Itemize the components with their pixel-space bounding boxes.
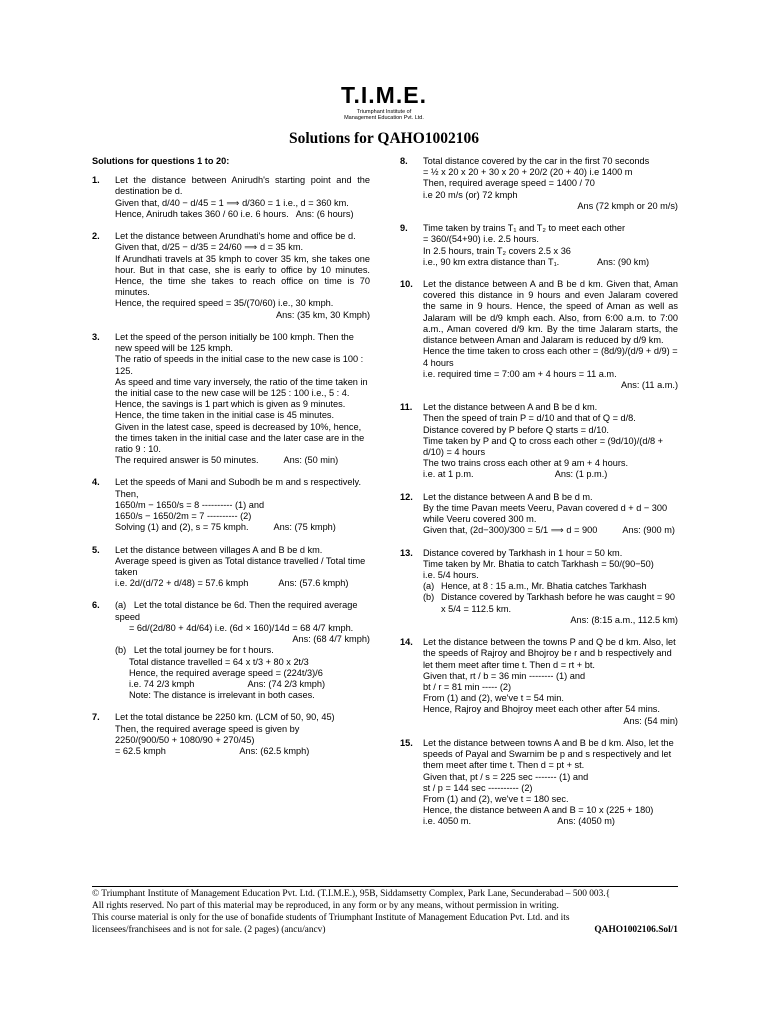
solution-line: 1650/m − 1650/s = 8 ---------- (1) and <box>115 499 265 510</box>
solution-number: 14. <box>400 637 413 648</box>
solution-item <box>400 156 678 212</box>
license-line <box>92 925 678 937</box>
solution-line: st / p = 144 sec ---------- (2) <box>423 782 533 793</box>
brand-subtitle-1: Triumphant Institute of <box>356 109 412 115</box>
solution-line: Let the distance between towns A and B be d km. Also, let the speeds of Payal and Swarnim be p and s respectively and let them meet after time t. Then d = pt + st. <box>423 737 677 771</box>
solution-item <box>92 712 370 757</box>
solution-line: Distance covered by Tarkhash in 1 hour = 50 km. <box>423 547 623 558</box>
solution-line: If Arundhati travels at 35 kmph to cover 35 km, she takes one hour. But in that case, she is early to office by 10 minutes. Hence, the time she takes to reach office on time is 70 minutes. <box>115 253 373 298</box>
copyright-line: © Triumphant Institute of Management Education Pvt. Ltd. (T.I.M.E.), 95B, Siddamsetty Complex, Park Lane, Secunderabad – 500 003.{ <box>92 889 611 899</box>
answer-line: Ans: (8:15 a.m., 112.5 km) <box>570 614 678 625</box>
solution-number: 1. <box>92 175 100 186</box>
solution-line: Time taken by Mr. Bhatia to catch Tarkhash = 50/(90−50) <box>423 558 654 569</box>
solution-number: 13. <box>400 547 413 558</box>
solution-number: 2. <box>92 231 100 242</box>
solution-line: Hence the time taken to cross each other = (8d/9)/(d/9 + d/9) = 4 hours <box>423 346 681 368</box>
solution-line: Distance covered by P before Q starts = d/10. <box>423 424 609 435</box>
solution-line: Then, required average speed = 1400 / 70 <box>423 178 595 189</box>
solution-number: 3. <box>92 331 100 342</box>
solution-item <box>400 278 681 391</box>
solution-line: Hence, the required average speed = (224t/3)/6 <box>129 667 323 678</box>
answer-line: Ans: (35 km, 30 Kmph) <box>276 309 370 320</box>
solution-line: The required answer is 50 minutes. Ans: (50 min) <box>115 455 339 466</box>
solution-line: i.e 20 m/s (or) 72 kmph <box>423 189 518 200</box>
brand-subtitle-2: Management Education Pvt. Ltd. <box>344 115 424 122</box>
solution-line: Note: The distance is irrelevant in both cases. <box>129 690 315 701</box>
solution-line: = 360/(54+90) i.e. 2.5 hours. <box>423 234 539 245</box>
solution-line: i.e., 90 km extra distance than T₁. Ans: (90 km) <box>423 256 650 267</box>
solution-item <box>92 545 370 590</box>
sub-part-label: (b) <box>423 592 435 603</box>
solution-line: i.e. required time = 7:00 am + 4 hours = 11 a.m. <box>423 368 617 379</box>
solution-line: The ratio of speeds in the initial case to the new case is 100 : 125. <box>115 354 366 376</box>
usage-line: This course material is only for the use of bonafide students of Triumphant Institute of Management Education Pvt. Ltd. and its <box>92 912 570 923</box>
solution-item <box>92 332 370 467</box>
solution-line: Hence, the required speed = 35/(70/60) i.e., 30 kmph. <box>115 298 334 309</box>
solution-line: Let the total distance be 2250 km. (LCM of 50, 90, 45) <box>115 712 335 723</box>
solution-item <box>400 738 678 828</box>
solution-line: From (1) and (2), we've t = 54 min. <box>423 693 564 704</box>
solution-item <box>400 637 678 727</box>
solution-item <box>92 600 370 701</box>
answer-line: Ans (72 kmph or 20 m/s) <box>577 200 678 211</box>
solution-line: Time taken by trains T₁ and T₂ to meet each other <box>423 223 626 234</box>
solution-item <box>400 223 678 268</box>
solution-item <box>400 402 678 481</box>
solution-line: i.e. 2d/(d/72 + d/48) = 57.6 kmph Ans: (57.6 kmph) <box>115 578 349 589</box>
solution-line: Given that, (2d−300)/300 = 5/1 ⟹ d = 900 Ans: (900 m) <box>423 525 675 536</box>
solution-line: Let the distance between Anirudh's starting point and the destination be d. <box>115 175 373 197</box>
solution-line <box>423 592 678 614</box>
solution-number: 7. <box>92 712 100 723</box>
solution-line: Let the speeds of Mani and Subodh be m and s respectively. Then, <box>115 477 364 499</box>
page-title: Solutions for QAHO1002106 <box>288 130 480 147</box>
solution-line: Average speed is given as Total distance travelled / Total time taken <box>115 555 368 577</box>
solution-line: Let the distance between Arundhati's home and office be d. <box>115 231 356 242</box>
right-column <box>400 156 681 839</box>
solution-line: = 6d/(2d/80 + 4d/64) i.e. (6d × 160)/14d = 68 4/7 kmph. <box>129 622 354 633</box>
sub-part-text: Distance covered by Tarkhash before he was caught = 90 x 5/4 = 112.5 km. <box>441 592 678 614</box>
solution-line: Given that, d/25 − d/35 = 24/60 ⟹ d = 35 km. <box>115 242 304 253</box>
solution-line: (b) Let the total journey be for t hours. <box>115 645 274 656</box>
solution-line: From (1) and (2), we've t = 180 sec. <box>423 793 569 804</box>
solution-line: Then, the required average speed is given by <box>115 723 300 734</box>
solution-line: 2250/(900/50 + 1080/90 + 270/45) <box>115 734 255 745</box>
solution-line: Hence, the distance between A and B = 10 x (225 + 180) <box>423 805 654 816</box>
solution-number: 10. <box>400 278 413 289</box>
rights-line: All rights reserved. No part of this material may be reproduced, in any form or by any means, without permission in writing. <box>92 900 559 911</box>
solution-item <box>92 477 370 533</box>
footer-rule <box>92 886 678 887</box>
solution-line: Given in the latest case, speed is decreased by 10%, hence, the times taken in the initial case and the later case are in the ratio 9 : 10. <box>115 421 367 455</box>
solution-line: In 2.5 hours, train T₂ covers 2.5 x 36 <box>423 245 571 256</box>
sub-part-text: Hence, at 8 : 15 a.m., Mr. Bhatia catches Tarkhash <box>441 581 647 592</box>
solution-number: 11. <box>400 402 413 413</box>
logo <box>0 84 768 122</box>
solution-line: Hence, Anirudh takes 360 / 60 i.e. 6 hours. Ans: (6 hours) <box>115 208 354 219</box>
solution-number: 6. <box>92 600 100 611</box>
solution-item <box>400 492 678 537</box>
solution-line: (a) Let the total distance be 6d. Then the required average speed <box>115 600 360 622</box>
solution-number: 9. <box>400 223 408 234</box>
solution-line: Let the distance between A and B be d m. <box>423 491 593 502</box>
license-text: licensees/franchisees and is not for sale. (2 pages) (ancu/ancv) <box>92 924 326 935</box>
solution-line: As speed and time vary inversely, the ratio of the time taken in the initial case to the new case will be 125 : 100 i.e., 5 : 4. Hence, the savings is 1 part which is given as 9 minutes. Hence, the time taken in the initial case is 45 minutes. <box>115 376 371 421</box>
section-heading: Solutions for questions 1 to 20: <box>92 156 230 166</box>
solution-number: 12. <box>400 491 413 502</box>
solution-line: By the time Pavan meets Veeru, Pavan covered d + d − 300 while Veeru covered 300 m. <box>423 502 670 525</box>
solution-line: i.e. 4050 m. Ans: (4050 m) <box>423 816 615 827</box>
solution-line: Time taken by P and Q to cross each other = (9d/10)/(d/8 + d/10) = 4 hours <box>423 435 666 458</box>
solution-line: Hence, Rajroy and Bhojroy meet each other after 54 mins. <box>423 704 660 715</box>
solution-line: The two trains cross each other at 9 am + 4 hours. <box>423 458 629 469</box>
document-code: QAHO1002106.Sol/1 <box>594 924 678 935</box>
solution-item <box>400 548 678 627</box>
solution-item <box>92 231 373 321</box>
solution-line: Let the distance between A and B be d km. Given that, Aman covered this distance in 9 hours and even Jalaram covered the same in 9 hours. Hence, the speed of Aman as well as Jalaram will be d/9 kmph each. Also, from 6:00 a.m. to 7:00 a.m., Aman covered d/9 km. By the time Jalaram starts, the distance between Aman and Jalaram is reduced by d/9 km. <box>423 278 681 346</box>
answer-line: Ans: (11 a.m.) <box>620 379 678 390</box>
solution-line: Total distance covered by the car in the first 70 seconds <box>423 156 650 166</box>
brand-name: T.I.M.E. <box>341 82 427 108</box>
solution-line: i.e. at 1 p.m. Ans: (1 p.m.) <box>423 469 608 480</box>
left-column <box>92 156 373 768</box>
solution-line: Solving (1) and (2), s = 75 kmph. Ans: (75 kmph) <box>115 522 336 533</box>
solution-line: Given that, d/40 − d/45 = 1 ⟹ d/360 = 1 i.e., d = 360 km. <box>115 197 349 208</box>
solution-number: 15. <box>400 737 413 748</box>
solution-number: 5. <box>92 544 100 555</box>
solution-line: Let the distance between the towns P and Q be d km. Also, let the speeds of Rajroy and Bhojroy be r and b respectively and let them meet after time t. Then d = rt + bt. <box>423 637 679 670</box>
solution-line: Given that, pt / s = 225 sec ------- (1) and <box>423 771 589 782</box>
solution-line: i.e. 74 2/3 kmph Ans: (74 2/3 kmph) <box>129 678 326 689</box>
solution-line: bt / r = 81 min ----- (2) <box>423 681 512 692</box>
solution-item <box>92 175 373 220</box>
solution-line: Let the speed of the person initially be 100 kmph. Then the new speed will be 125 kmph. <box>115 331 357 354</box>
footer <box>92 886 678 937</box>
solution-line: Then the speed of train P = d/10 and that of Q = d/8. <box>423 413 636 424</box>
answer-line: Ans: (54 min) <box>623 715 678 726</box>
answer-line: Ans: (68 4/7 kmph) <box>292 634 370 645</box>
solution-line: Let the distance between villages A and B be d km. <box>115 544 323 555</box>
solution-number: 8. <box>400 156 408 166</box>
solution-line: Let the distance between A and B be d km. <box>423 402 598 413</box>
solution-line: Given that, rt / b = 36 min -------- (1) and <box>423 670 586 681</box>
solution-number: 4. <box>92 477 100 488</box>
sub-part-label: (a) <box>423 581 435 592</box>
solution-line: = ½ x 20 x 20 + 30 x 20 + 20/2 (20 + 40) i.e 1400 m <box>423 167 633 178</box>
solution-line: = 62.5 kmph Ans: (62.5 kmph) <box>115 746 310 757</box>
solution-line: Total distance travelled = 64 x t/3 + 80 x 2t/3 <box>129 656 309 667</box>
solution-line <box>423 581 678 592</box>
solution-line: 1650/s − 1650/2m = 7 ---------- (2) <box>115 511 252 522</box>
solution-line: i.e. 5/4 hours. <box>423 570 479 580</box>
